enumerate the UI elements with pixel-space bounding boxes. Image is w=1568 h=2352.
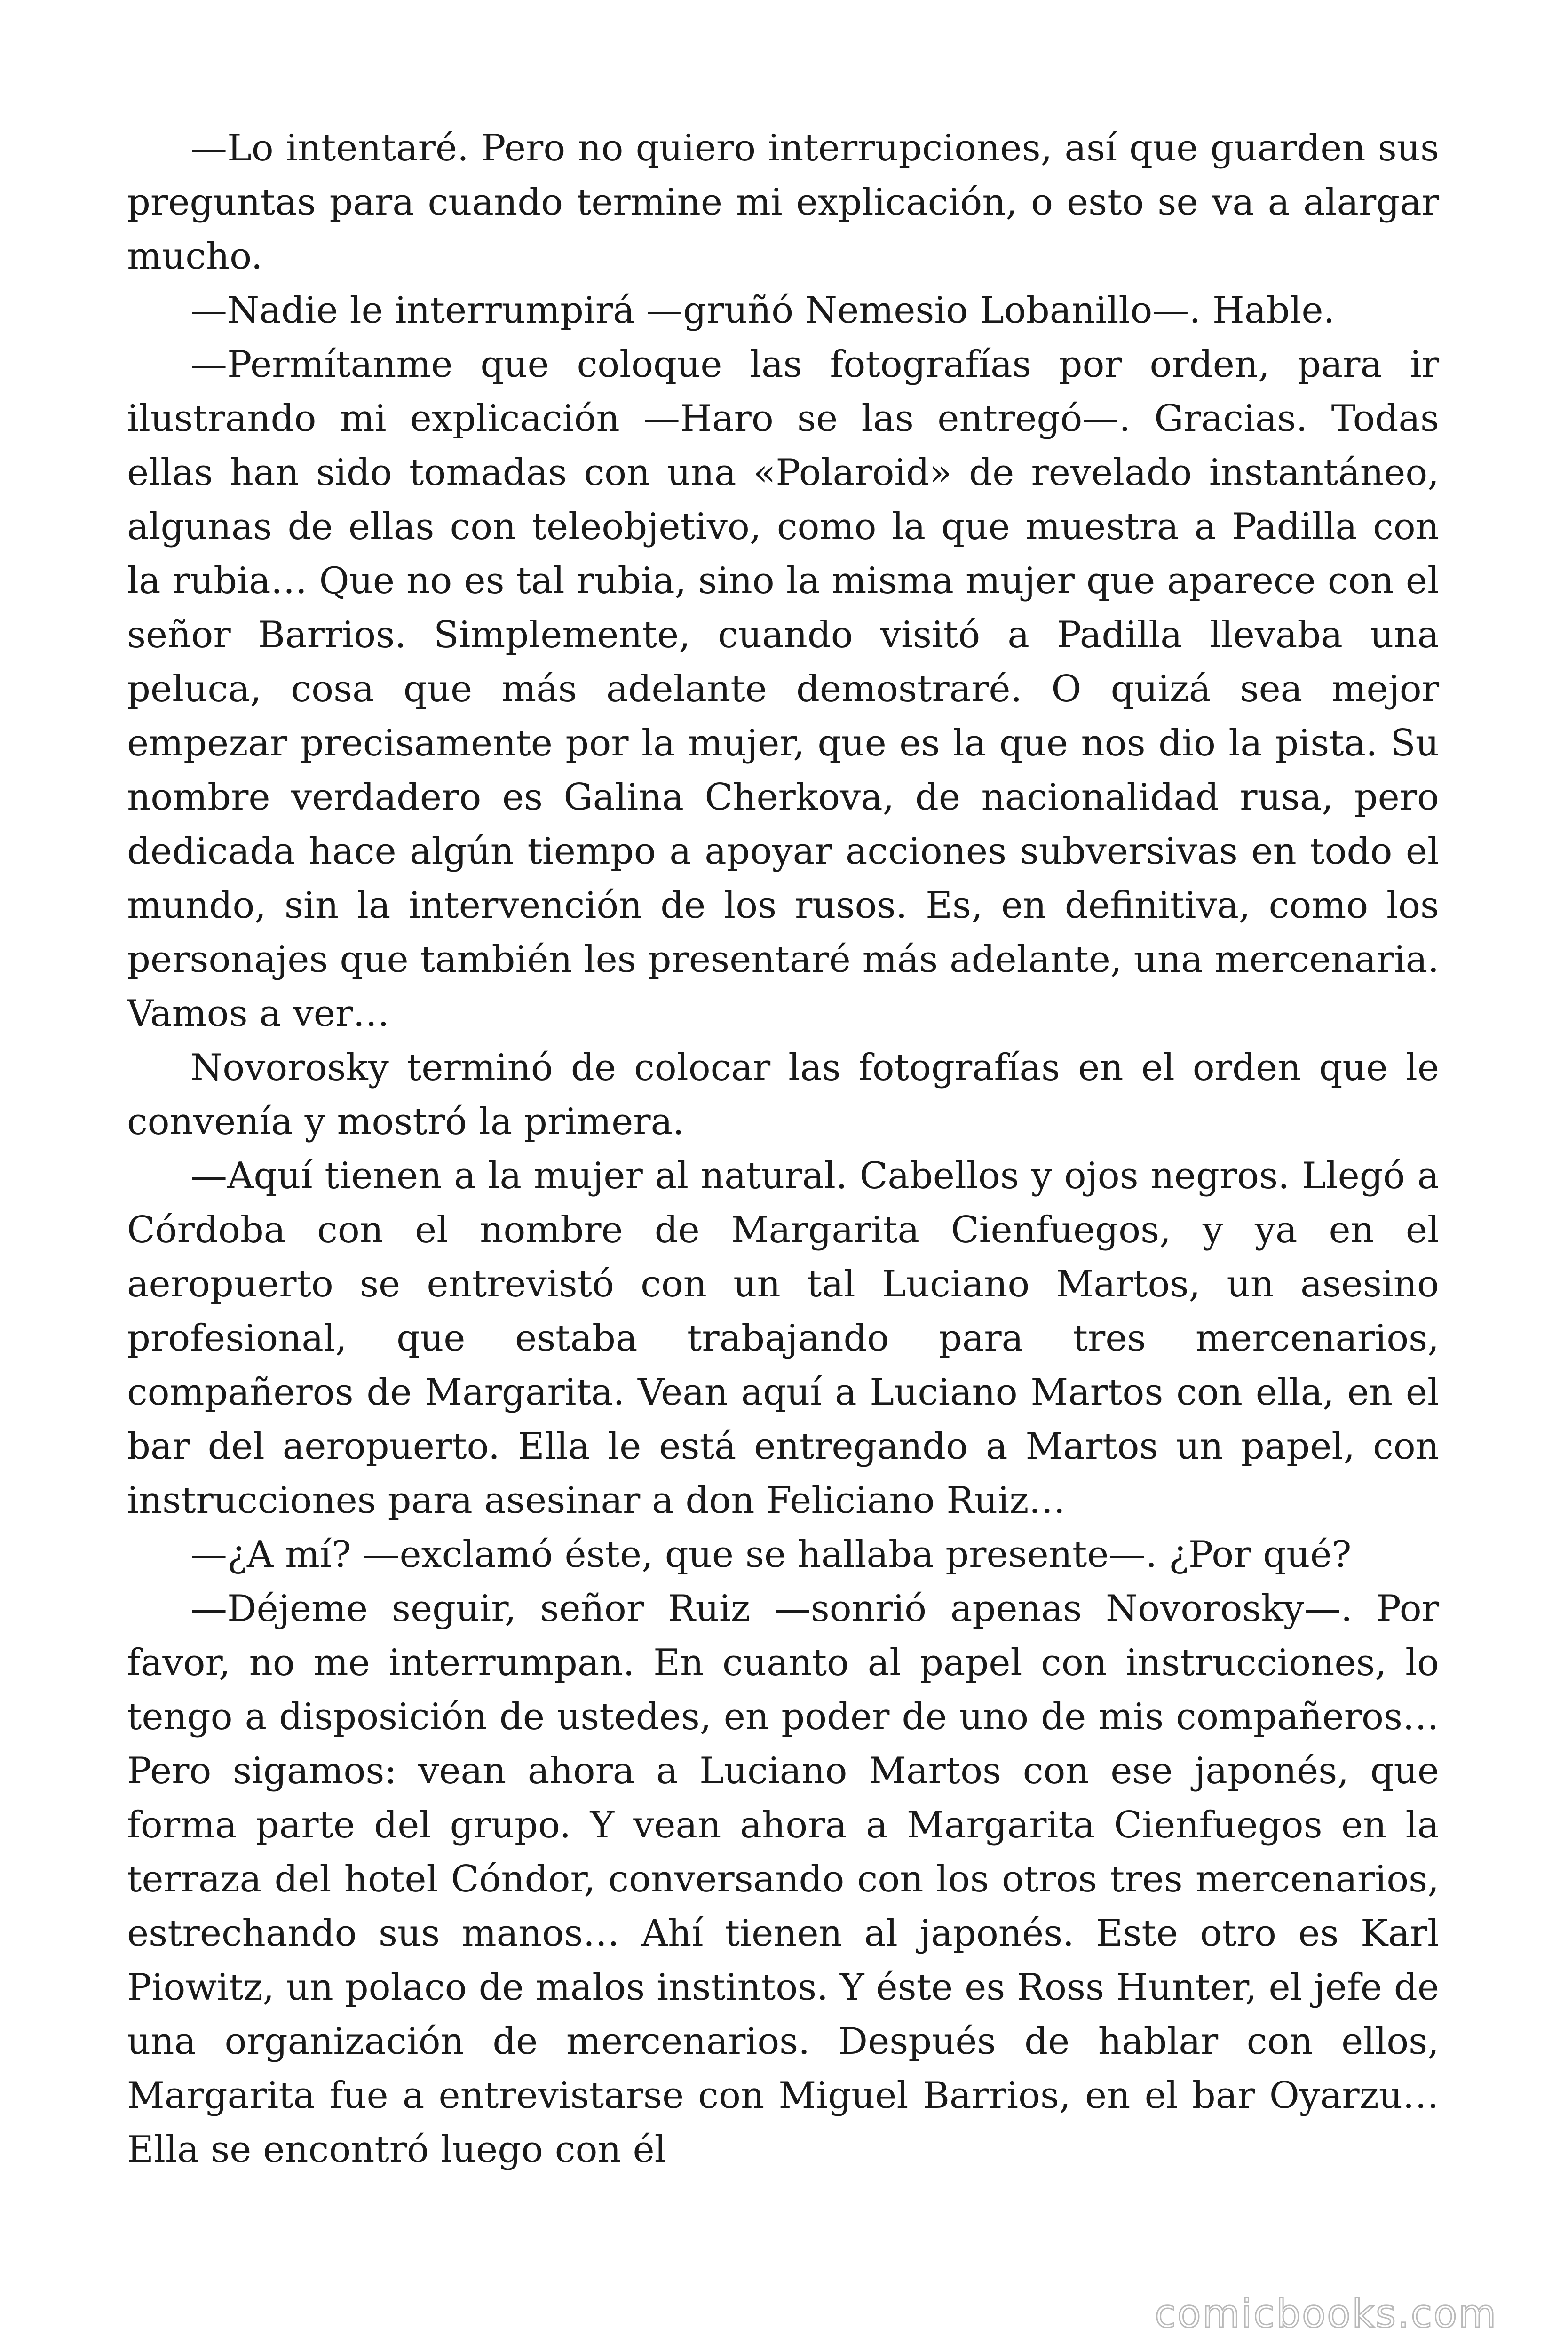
paragraph-6: —¿A mí? —exclamó éste, que se hallaba presente—. ¿Por qué? [190,1534,1352,1576]
paragraph-5: —Aquí tienen a la mujer al natural. Cabellos y ojos negros. Llegó a Córdoba con el nombre de Margarita Cienfuegos, y ya en el aeropuerto se entrevistó con un tal Luciano Martos, un asesino profesional, que estaba trabajando para tres mercenarios, compañeros de Margarita. Vean aquí a Luciano Martos con ella, en el bar del aeropuerto. Ella le está entregando a Martos un papel, con instrucciones para asesinar a don Feliciano Ruiz… [127,1155,1439,1522]
paragraph-7: —Déjeme seguir, señor Ruiz —sonrió apenas Novorosky—. Por favor, no me interrumpan. En cuanto al papel con instrucciones, lo tengo a disposición de ustedes, en poder de uno de mis compañeros… Pero sigamos: vean ahora a Luciano Martos con ese japonés, que forma parte del grupo. Y vean ahora a Margarita Cienfuegos en la terraza del hotel Cóndor, conversando con los otros tres mercenarios, estrechando sus manos… Ahí tienen al japonés. Este otro es Karl Piowitz, un polaco de malos instintos. Y éste es Ross Hunter, el jefe de una organización de mercenarios. Después de hablar con ellos, Margarita fue a entrevistarse con Miguel Barrios, en el bar Oyarzu… Ella se encontró luego con él [127,1588,1439,2171]
paragraph-3: —Permítanme que coloque las fotografías por orden, para ir ilustrando mi explicación —Haro se las entregó—. Gracias. Todas ellas han sido tomadas con una «Polaroid» de revelado instantáneo, algunas de ellas con teleobjetivo, como la que muestra a Padilla con la rubia… Que no es tal rubia, sino la misma mujer que aparece con el señor Barrios. Simplemente, cuando visitó a Padilla llevaba una peluca, cosa que más adelante demostraré. O quizá sea mejor empezar precisamente por la mujer, que es la que nos dio la pista. Su nombre verdadero es Galina Cherkova, de nacionalidad rusa, pero dedicada hace algún tiempo a apoyar acciones subversivas en todo el mundo, sin la intervención de los rusos. Es, en definitiva, como los personajes que también les presentaré más adelante, una mercenaria. Vamos a ver… [127,343,1439,1035]
paragraph-1: —Lo intentaré. Pero no quiero interrupciones, así que guarden sus preguntas para cuando termine mi explicación, o esto se va a alargar mucho. [127,127,1439,278]
watermark: comicbooks.com [1155,2292,1497,2336]
paragraph-2: —Nadie le interrumpirá —gruñó Nemesio Lobanillo—. Hable. [190,289,1335,332]
body-text [127,121,1439,2177]
paragraph-4: Novorosky terminó de colocar las fotografías en el orden que le convenía y mostró la primera. [127,1047,1439,1143]
